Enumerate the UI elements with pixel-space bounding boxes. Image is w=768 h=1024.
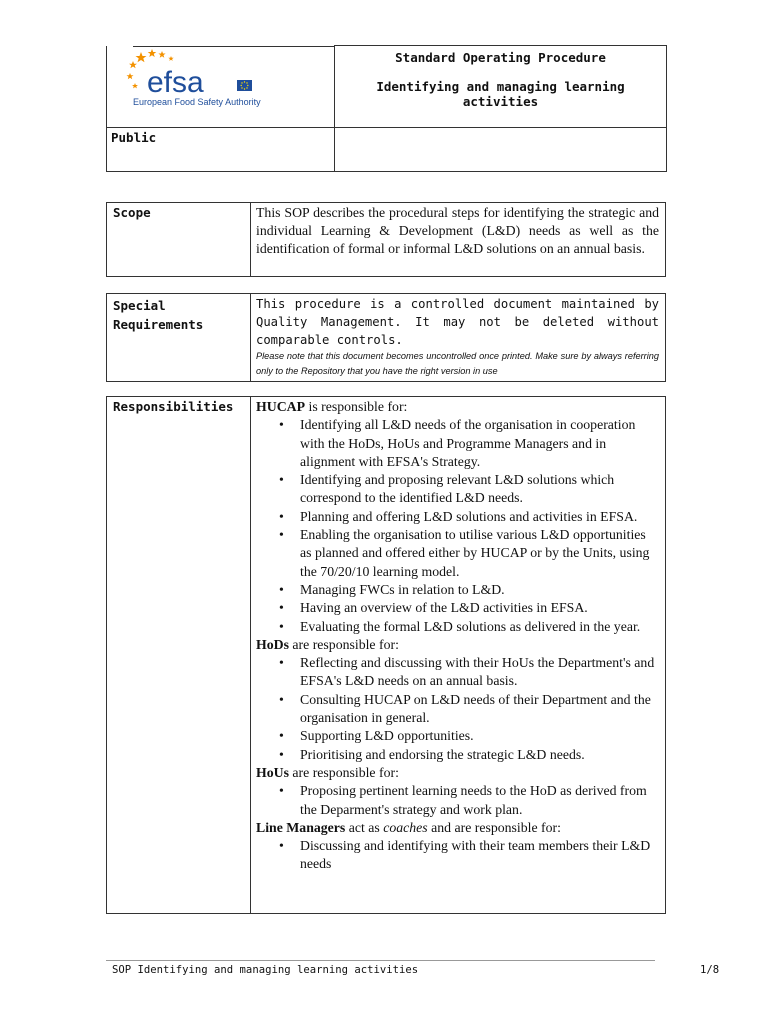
logo-cell bbox=[107, 46, 335, 128]
hucap-list bbox=[256, 416, 659, 636]
doc-type: Standard Operating Procedure bbox=[395, 50, 606, 65]
list-item: • Evaluating the formal L&D solutions as delivered in the year. bbox=[300, 618, 659, 636]
special-requirements-body: This procedure is a controlled document maintained by Quality Management. It may not be deleted without comparable controls. bbox=[256, 297, 659, 347]
responsibilities-table bbox=[106, 396, 666, 914]
footer-page-number: 1/8 bbox=[700, 964, 720, 976]
hucap-heading: HUCAP is responsible for: bbox=[256, 399, 408, 414]
scope-label: Scope bbox=[107, 203, 251, 277]
scope-text: This SOP describes the procedural steps for identifying the strategic and individual Learning & Development (L&D) needs as well as the identification of formal or informal L&D solutions on an annual basis. bbox=[251, 203, 666, 277]
line-managers-list bbox=[256, 837, 659, 874]
classification: Public bbox=[107, 128, 335, 172]
list-item: • Discussing and identifying with their team members their L&D needs bbox=[300, 837, 659, 874]
logo-org-name: European Food Safety Authority bbox=[133, 96, 261, 107]
list-item: • Identifying and proposing relevant L&D solutions which correspond to the identified L&D needs. bbox=[300, 471, 659, 508]
list-item: • Supporting L&D opportunities. bbox=[300, 727, 659, 745]
footer-divider bbox=[106, 960, 655, 961]
list-item: • Managing FWCs in relation to L&D. bbox=[300, 581, 659, 599]
hods-list bbox=[256, 654, 659, 764]
special-requirements-label: Special Requirements bbox=[107, 294, 251, 382]
list-item: • Consulting HUCAP on L&D needs of their Department and the organisation in general. bbox=[300, 691, 659, 728]
list-item: • Reflecting and discussing with their HoUs the Department's and EFSA's L&D needs on an annual basis. bbox=[300, 654, 659, 691]
list-item: • Having an overview of the L&D activities in EFSA. bbox=[300, 599, 659, 617]
header-table bbox=[106, 45, 667, 172]
line-managers-heading: Line Managers act as coaches and are responsible for: bbox=[256, 819, 561, 835]
list-item: • Prioritising and endorsing the strategic L&D needs. bbox=[300, 746, 659, 764]
empty-cell bbox=[335, 128, 667, 172]
list-item: • Planning and offering L&D solutions and activities in EFSA. bbox=[300, 508, 659, 526]
uncontrolled-note: Please note that this document becomes uncontrolled once printed. Make sure by always referring only to the Repository that you have the right version in use bbox=[256, 351, 659, 376]
hous-list bbox=[256, 782, 659, 819]
responsibilities-label: Responsibilities bbox=[107, 397, 251, 914]
list-item: • Identifying all L&D needs of the organisation in cooperation with the HoDs, HoUs and Programme Managers and in alignment with EFSA's Strategy. bbox=[300, 416, 659, 471]
hods-heading: HoDs are responsible for: bbox=[256, 636, 399, 652]
doc-title: Identifying and managing learning activities bbox=[376, 79, 625, 109]
special-requirements-table bbox=[106, 293, 666, 382]
hous-heading: HoUs are responsible for: bbox=[256, 764, 399, 780]
logo-wordmark: efsa bbox=[147, 65, 204, 99]
special-requirements-text bbox=[251, 294, 666, 382]
responsibilities-content bbox=[251, 397, 666, 914]
title-cell bbox=[335, 46, 667, 128]
scope-table bbox=[106, 202, 666, 277]
list-item: • Enabling the organisation to utilise various L&D opportunities as planned and offered either by HUCAP or by the Units, using the 70/20/10 learning model. bbox=[300, 526, 659, 581]
list-item: • Proposing pertinent learning needs to the HoD as derived from the Deparment's strategy and work plan. bbox=[300, 782, 659, 819]
efsa-logo bbox=[107, 46, 334, 127]
footer-doc-name: SOP Identifying and managing learning activities bbox=[112, 964, 419, 976]
